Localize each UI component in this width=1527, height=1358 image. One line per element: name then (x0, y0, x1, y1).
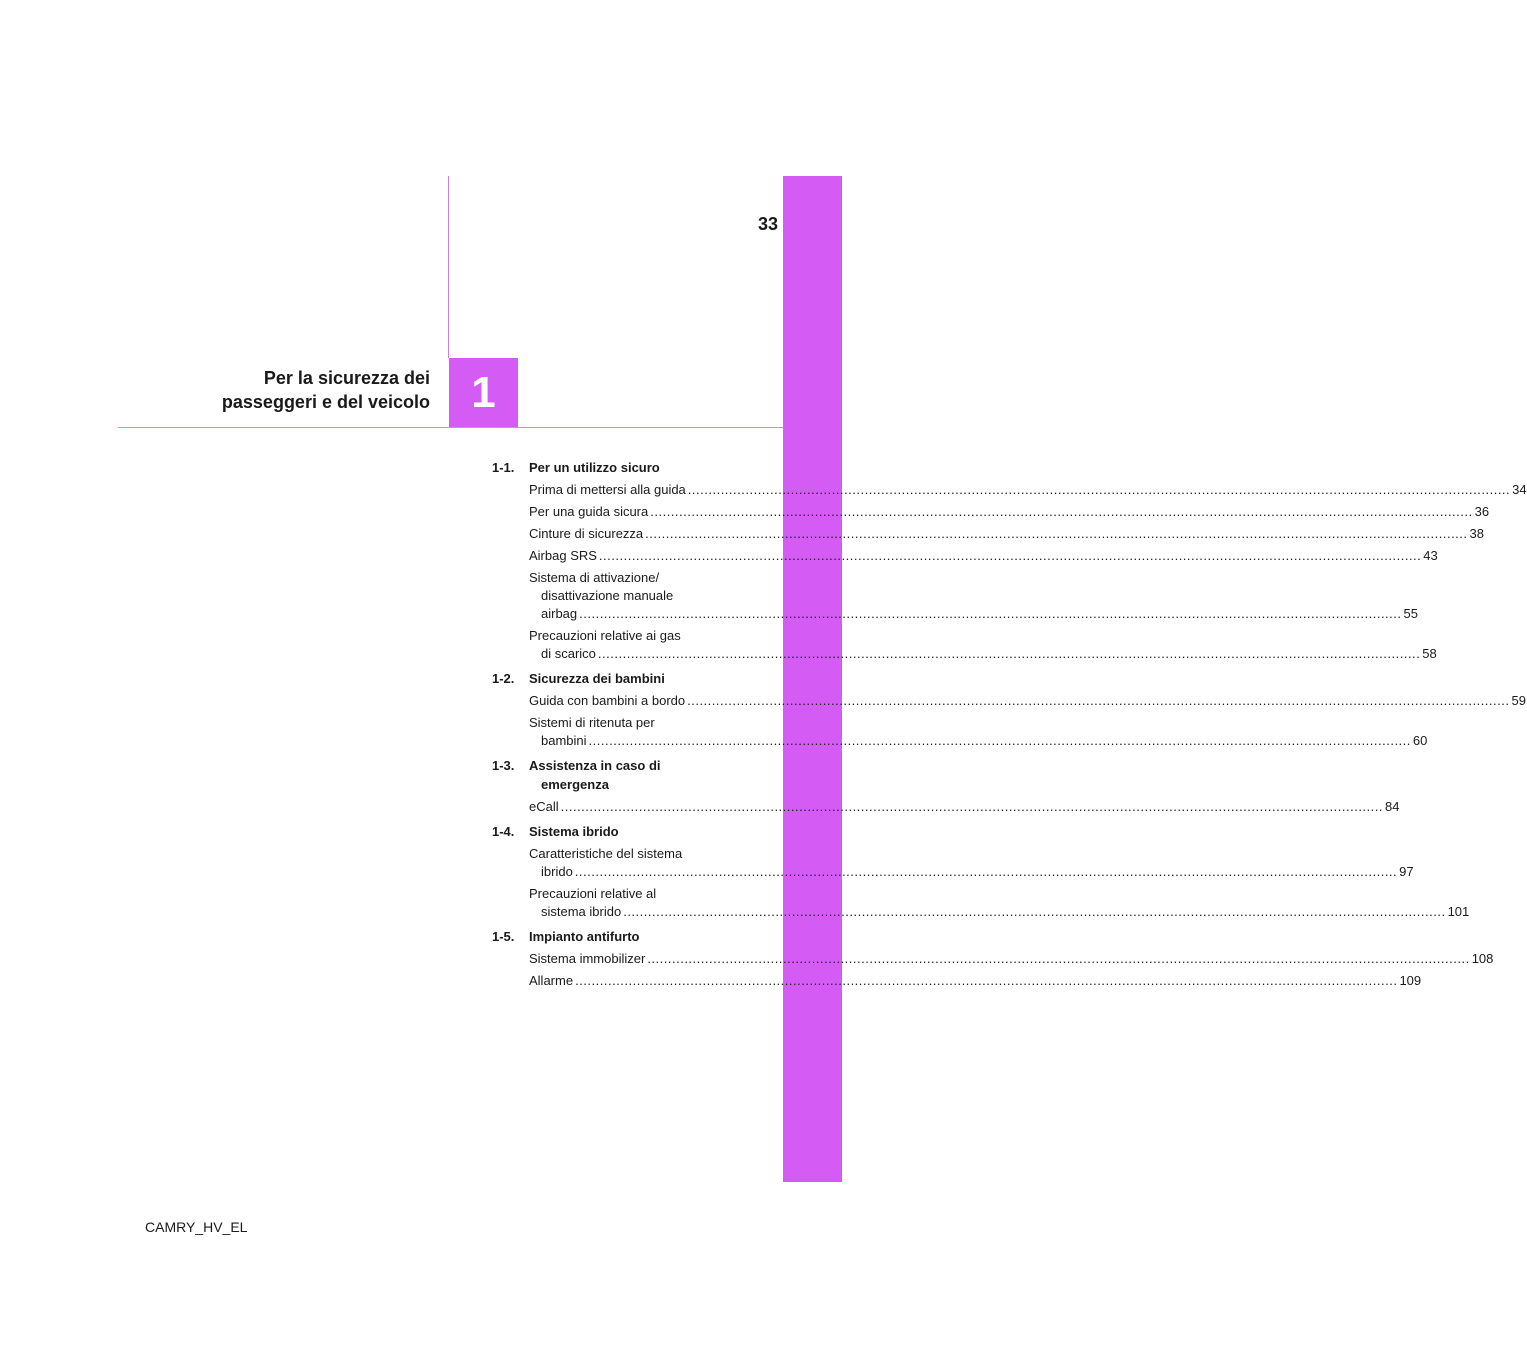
toc-section (492, 756, 1400, 816)
toc-entry-text: Precauzioni relative ai gas (529, 628, 681, 643)
toc-entry-text: ibrido (541, 864, 573, 879)
toc-entry-text: Caratteristiche del sistema (529, 846, 683, 861)
toc-entry-text: airbag (541, 606, 578, 621)
toc-entry-text: Prima di mettersi alla guida (529, 482, 686, 497)
toc-entry[interactable] (529, 798, 1400, 816)
toc-leader-dots: ........................................................................................................................................................................................................ (597, 646, 1421, 661)
toc-entry-text: Airbag SRS (529, 548, 597, 563)
toc-leader-dots: ........................................................................................................................................................................................................ (650, 504, 1473, 519)
toc-entry[interactable] (529, 503, 1490, 521)
chapter-title (222, 366, 430, 414)
toc-section (492, 458, 1527, 663)
document-code: CAMRY_HV_EL (145, 1219, 248, 1235)
toc-leader-dots: ........................................................................................................................................................................................................ (598, 548, 1422, 563)
toc-page-number: 101 (1447, 904, 1470, 919)
chapter-title-line-2: passeggeri e del veicolo (221, 392, 430, 412)
toc-section-number: 1-5. (492, 929, 515, 944)
toc-entry-text: bambini (541, 733, 587, 748)
toc-entry[interactable] (529, 481, 1527, 499)
toc-section-heading[interactable] (492, 458, 742, 477)
toc-page-number: 34 (1512, 482, 1527, 497)
toc-leader-dots: ........................................................................................................................................................................................................ (623, 904, 1446, 919)
toc-entry[interactable] (529, 950, 1494, 968)
toc-page-number: 58 (1422, 646, 1437, 661)
toc-entry[interactable] (529, 972, 1422, 990)
toc-entry-text: Cinture di sicurezza (529, 526, 644, 541)
toc-entry-text: Sistemi di ritenuta per (529, 715, 655, 730)
toc-page-number: 36 (1474, 504, 1490, 519)
toc-leader-dots: ........................................................................................................................................................................................................ (645, 526, 1468, 541)
toc-section (492, 669, 1526, 750)
toc-section-title: Sicurezza dei bambini (529, 671, 665, 686)
table-of-contents (492, 458, 1527, 996)
toc-page-number: 55 (1403, 606, 1418, 621)
toc-page-number: 84 (1385, 799, 1400, 814)
toc-section-title: Sistema ibrido (529, 824, 619, 839)
toc-section-title: Assistenza in caso di emergenza (529, 756, 742, 794)
toc-entry[interactable] (529, 885, 1470, 921)
toc-page-number: 38 (1469, 526, 1484, 541)
toc-entry-text: Sistema di attivazione/ (529, 570, 660, 585)
toc-leader-dots: ........................................................................................................................................................................................................ (579, 606, 1402, 621)
toc-entry[interactable] (529, 525, 1484, 543)
toc-entry-text: eCall (529, 799, 559, 814)
chapter-number-box: 1 (449, 358, 518, 427)
toc-page-number: 43 (1423, 548, 1438, 563)
toc-page-number: 108 (1471, 951, 1494, 966)
toc-section (492, 822, 1470, 921)
toc-entry-text: Allarme (529, 973, 574, 988)
toc-page-number: 109 (1399, 973, 1422, 988)
toc-section-number: 1-4. (492, 824, 515, 839)
page-number: 33 (757, 214, 778, 234)
toc-entry[interactable] (529, 547, 1438, 565)
toc-section-title: Per un utilizzo sicuro (529, 460, 660, 475)
toc-page-number: 60 (1412, 733, 1428, 748)
toc-entry-text: Guida con bambini a bordo (529, 693, 686, 708)
toc-entry-text: sistema ibrido (541, 904, 622, 919)
toc-entry[interactable] (529, 627, 1437, 663)
toc-section-heading[interactable] (492, 822, 742, 841)
toc-leader-dots: ........................................................................................................................................................................................................ (575, 973, 1398, 988)
toc-entry-text: Per una guida sicura (529, 504, 649, 519)
toc-section-number: 1-3. (492, 758, 515, 773)
vertical-divider (448, 176, 449, 358)
toc-entry-text: disattivazione manuale (541, 588, 674, 603)
toc-section-number: 1-1. (492, 460, 515, 475)
toc-section (492, 927, 1494, 990)
chapter-title-line-1: Per la sicurezza dei (263, 368, 430, 388)
horizontal-divider (118, 427, 783, 428)
toc-page-number: 59 (1511, 693, 1526, 708)
toc-entry[interactable] (529, 569, 1418, 623)
toc-entry-text: Precauzioni relative al (529, 886, 657, 901)
toc-entry[interactable] (529, 845, 1414, 881)
toc-section-number: 1-2. (492, 671, 515, 686)
toc-entry[interactable] (529, 692, 1526, 710)
toc-section-title-continuation: emergenza (541, 777, 609, 792)
toc-leader-dots: ........................................................................................................................................................................................................ (647, 951, 1470, 966)
toc-entry-text: di scarico (541, 646, 596, 661)
toc-entry[interactable] (529, 714, 1428, 750)
toc-section-heading[interactable] (492, 756, 742, 794)
toc-section-heading[interactable] (492, 669, 742, 688)
toc-leader-dots: ........................................................................................................................................................................................................ (687, 482, 1511, 497)
toc-page-number: 97 (1399, 864, 1414, 879)
toc-leader-dots: ........................................................................................................................................................................................................ (574, 864, 1398, 879)
chapter-side-tab (783, 176, 842, 1182)
toc-leader-dots: ........................................................................................................................................................................................................ (687, 693, 1510, 708)
toc-leader-dots: ........................................................................................................................................................................................................ (560, 799, 1383, 814)
toc-section-heading[interactable] (492, 927, 742, 946)
toc-leader-dots: ........................................................................................................................................................................................................ (588, 733, 1411, 748)
toc-entry-text: Sistema immobilizer (529, 951, 646, 966)
toc-section-title: Impianto antifurto (529, 929, 640, 944)
